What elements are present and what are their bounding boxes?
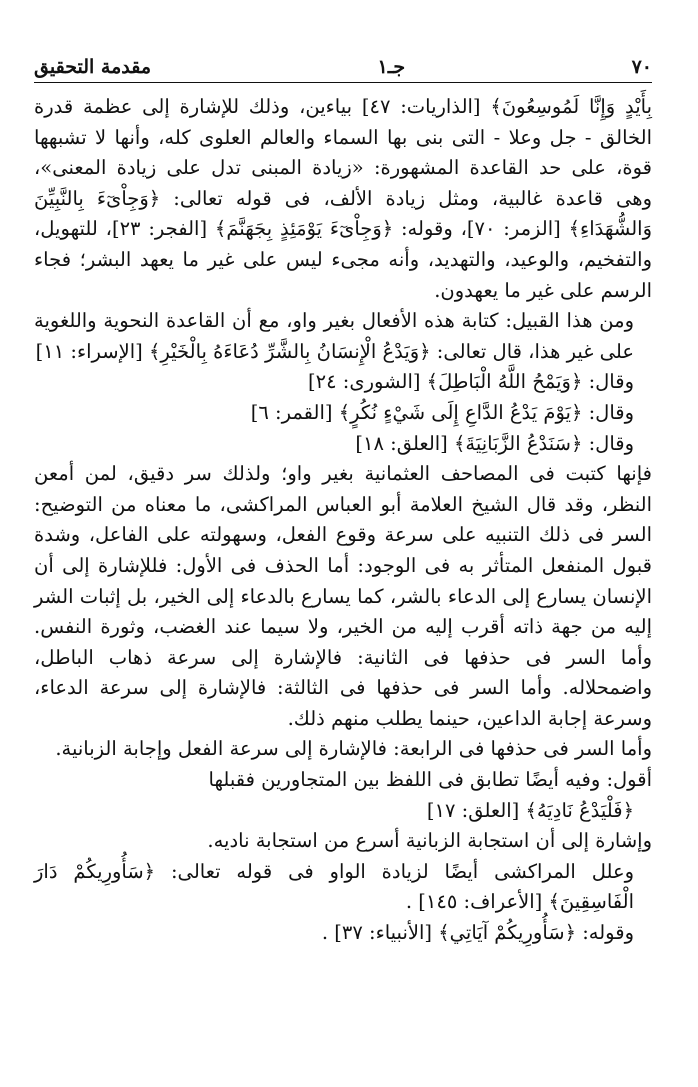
paragraph-fourth: وأما السر فى حذفها فى الرابعة: فالإشارة إلى سرعة الفعل وإجابة الزبانية. bbox=[55, 737, 652, 761]
volume-label: جـ١ bbox=[377, 56, 406, 78]
quote-anbiya: وقوله: ﴿سَأُورِيكُمْ آيَاتِي﴾ [الأنبياء: ٣٧] . bbox=[321, 921, 634, 945]
paragraph-qabil: ومن هذا القبيل: كتابة هذه الأفعال بغير واو، مع أن القاعدة النحوية واللغوية على غير هذا، قال تعالى: ﴿وَيَدْعُ الْإِنسَانُ بِالشَّرِّ دُعَاءَهُ بِالْخَيْرِ﴾ [الإسراء: ١١] bbox=[34, 309, 634, 363]
header-divider bbox=[34, 82, 652, 83]
quote-alaq-17: ﴿فَلْيَدْعُ نَادِيَهُ﴾ [العلق: ١٧] bbox=[426, 798, 634, 822]
paragraph-note: وإشارة إلى أن استجابة الزبانية أسرع من استجابة ناديه. bbox=[207, 829, 652, 853]
paragraph-continuation: بِأَيْدٍ وَإِنَّا لَمُوسِعُونَ﴾ [الذاريات: ٤٧] بياءين، وذلك للإشارة إلى عظمة قدرة الخالق - جل وعلا - التى بنى بها السماء والعالم العلوى كله، وأنها لا تشبهها قوة، على حد القاعدة المشهورة: «زيادة المبنى تدل على زيادة المعنى»، وهى قاعدة غالبية، ومثل زيادة الألف، فى قوله تعالى: ﴿وَجِاْىٓءَ بِالنَّبِيِّنَ وَالشُّهَدَاءِ﴾ [الزمر: ٧٠]، وقوله: ﴿وَجِاْىٓءَ يَوْمَئِذٍ بِجَهَنَّمَ﴾ [الفجر: ٢٣]، للتهويل، والتفخيم، والوعيد، والتهديد، وأنه مجىء ليس على غير ما يعهد البشر؛ فجاء الرسم على غير ما يعهدون. bbox=[34, 95, 653, 302]
quote-alaq-18: وقال: ﴿سَنَدْعُ الزَّبَانِيَةَ﴾ [العلق: ١٨] bbox=[355, 431, 634, 455]
paragraph-marrakushi: وعلل المراكشى أيضًا لزيادة الواو فى قوله تعالى: ﴿سَأُورِيكُمْ دَارَ الْفَاسِقِينَ﴾ [الأعراف: ١٤٥] . bbox=[34, 859, 634, 914]
section-title: مقدمة التحقيق bbox=[34, 56, 152, 78]
running-header bbox=[34, 48, 652, 78]
page-body bbox=[34, 92, 652, 949]
paragraph-explanation: فإنها كتبت فى المصاحف العثمانية بغير واو؛ ولذلك سر دقيق، لمن أمعن النظر، وقد قال الشيخ العلامة أبو العباس المراكشى، ما معناه من التوضيح: السر فى ذلك التنبيه على سرعة وقوع الفعل، وسهولته على الفاعل، وشدة قبول المنفعل المتأثر به فى الوجود: أما الحذف فى الأول: فللإشارة إلى أن الإنسان يسارع إلى الدعاء بالشر، كما يسارع بالدعاء إلى الخير، بل إثبات الشر إليه من جهة ذاته أقرب إليه من الخير، ولا سيما عند الغضب، وثورة النفس. وأما السر فى حذفها فى الثانية: فالإشارة إلى سرعة ذهاب الباطل، واضمحلاله. وأما السر فى حذفها فى الثالثة: فالإشارة إلى سرعة الدعاء، وسرعة إجابة الداعين، حينما يطلب منهم ذلك. bbox=[34, 462, 652, 730]
quote-qamar: وقال: ﴿يَوْمَ يَدْعُ الدَّاعِ إِلَى شَيْءٍ نُكُرٍ﴾ [القمر: ٦] bbox=[250, 400, 634, 424]
page-number: ٧٠ bbox=[631, 56, 652, 78]
quote-shura: وقال: ﴿وَيَمْحُ اللَّهُ الْبَاطِلَ﴾ [الشورى: ٢٤] bbox=[308, 370, 634, 394]
paragraph-aqul: أقول: وفيه أيضًا تطابق فى اللفظ بين المتجاورين فقبلها bbox=[208, 768, 652, 792]
